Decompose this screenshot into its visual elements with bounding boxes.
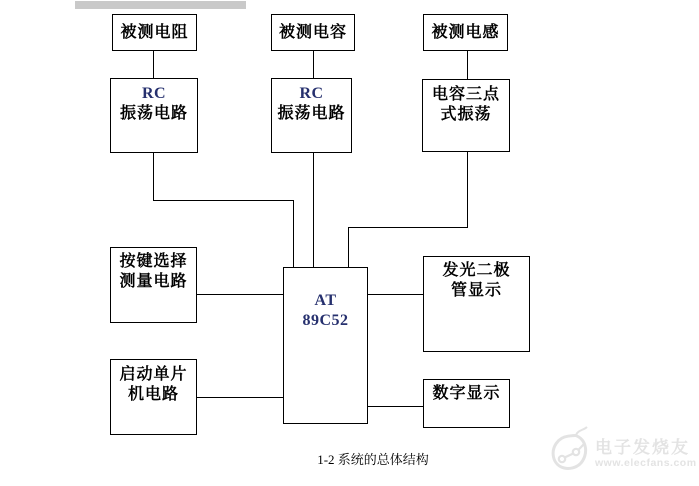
box-label-line2: 测量电路 bbox=[119, 273, 188, 290]
wire-rc2-into-mcu bbox=[313, 153, 314, 267]
box-label-line2: 振荡电路 bbox=[119, 105, 188, 122]
wire-capacitance-to-rc2 bbox=[313, 51, 314, 78]
box-label-line1: RC bbox=[141, 85, 167, 102]
wire-cap3-horizontal bbox=[348, 227, 468, 228]
wire-rc1-into-mcu bbox=[293, 200, 294, 267]
box-label-line2: 振荡电路 bbox=[277, 105, 346, 122]
box-capacitive-three-point-oscillator bbox=[422, 79, 510, 152]
wire-rc1-horizontal bbox=[153, 200, 294, 201]
wire-resistance-to-rc1 bbox=[153, 51, 154, 78]
wire-start-to-mcu bbox=[197, 397, 283, 398]
box-measured-capacitance bbox=[271, 14, 355, 51]
box-measured-inductance bbox=[423, 14, 508, 51]
figure-caption: 1-2 系统的总体结构 bbox=[317, 452, 429, 467]
elecfans-logo-icon bbox=[551, 426, 591, 481]
box-digital-display bbox=[423, 379, 510, 428]
box-label-line1: 启动单片 bbox=[119, 366, 188, 383]
wire-mcu-to-led bbox=[368, 294, 423, 295]
top-gray-bar bbox=[75, 1, 246, 9]
wire-cap3-down bbox=[467, 152, 468, 227]
box-label-line1: 发光二极 bbox=[442, 262, 511, 279]
box-label-line2: 机电路 bbox=[127, 386, 179, 403]
wire-cap3-into-mcu bbox=[348, 227, 349, 267]
wire-mcu-to-digit bbox=[368, 406, 423, 407]
box-label: 被测电阻 bbox=[120, 23, 189, 41]
box-label: 被测电容 bbox=[278, 23, 347, 41]
box-label-line2: 89C52 bbox=[302, 312, 349, 329]
box-label: 数字显示 bbox=[432, 385, 501, 402]
box-label-line2: 管显示 bbox=[450, 282, 502, 299]
wire-inductance-to-cap3 bbox=[467, 51, 468, 79]
box-label-line1: 按键选择 bbox=[119, 253, 188, 270]
wire-rc1-down bbox=[153, 153, 154, 200]
watermark-brand-text: 电子发烧友 bbox=[595, 438, 690, 457]
box-label-line2: 式振荡 bbox=[440, 106, 492, 123]
box-label: 被测电感 bbox=[431, 23, 500, 41]
box-led-display bbox=[423, 256, 530, 352]
box-label-line1: RC bbox=[299, 85, 324, 102]
box-mcu-at89c52 bbox=[283, 267, 368, 424]
box-start-mcu-circuit bbox=[110, 359, 197, 435]
box-measured-resistance bbox=[112, 14, 197, 51]
box-key-selection-measure-circuit bbox=[110, 247, 197, 323]
elecfans-watermark bbox=[551, 426, 697, 481]
box-label-line1: AT bbox=[314, 292, 337, 309]
box-label-line1: 电容三点 bbox=[431, 86, 500, 103]
box-rc-oscillator-2 bbox=[271, 78, 352, 153]
box-rc-oscillator-1 bbox=[110, 78, 198, 153]
watermark-url-text: www.elecfans.com bbox=[595, 457, 697, 469]
wire-keysel-to-mcu bbox=[197, 294, 283, 295]
